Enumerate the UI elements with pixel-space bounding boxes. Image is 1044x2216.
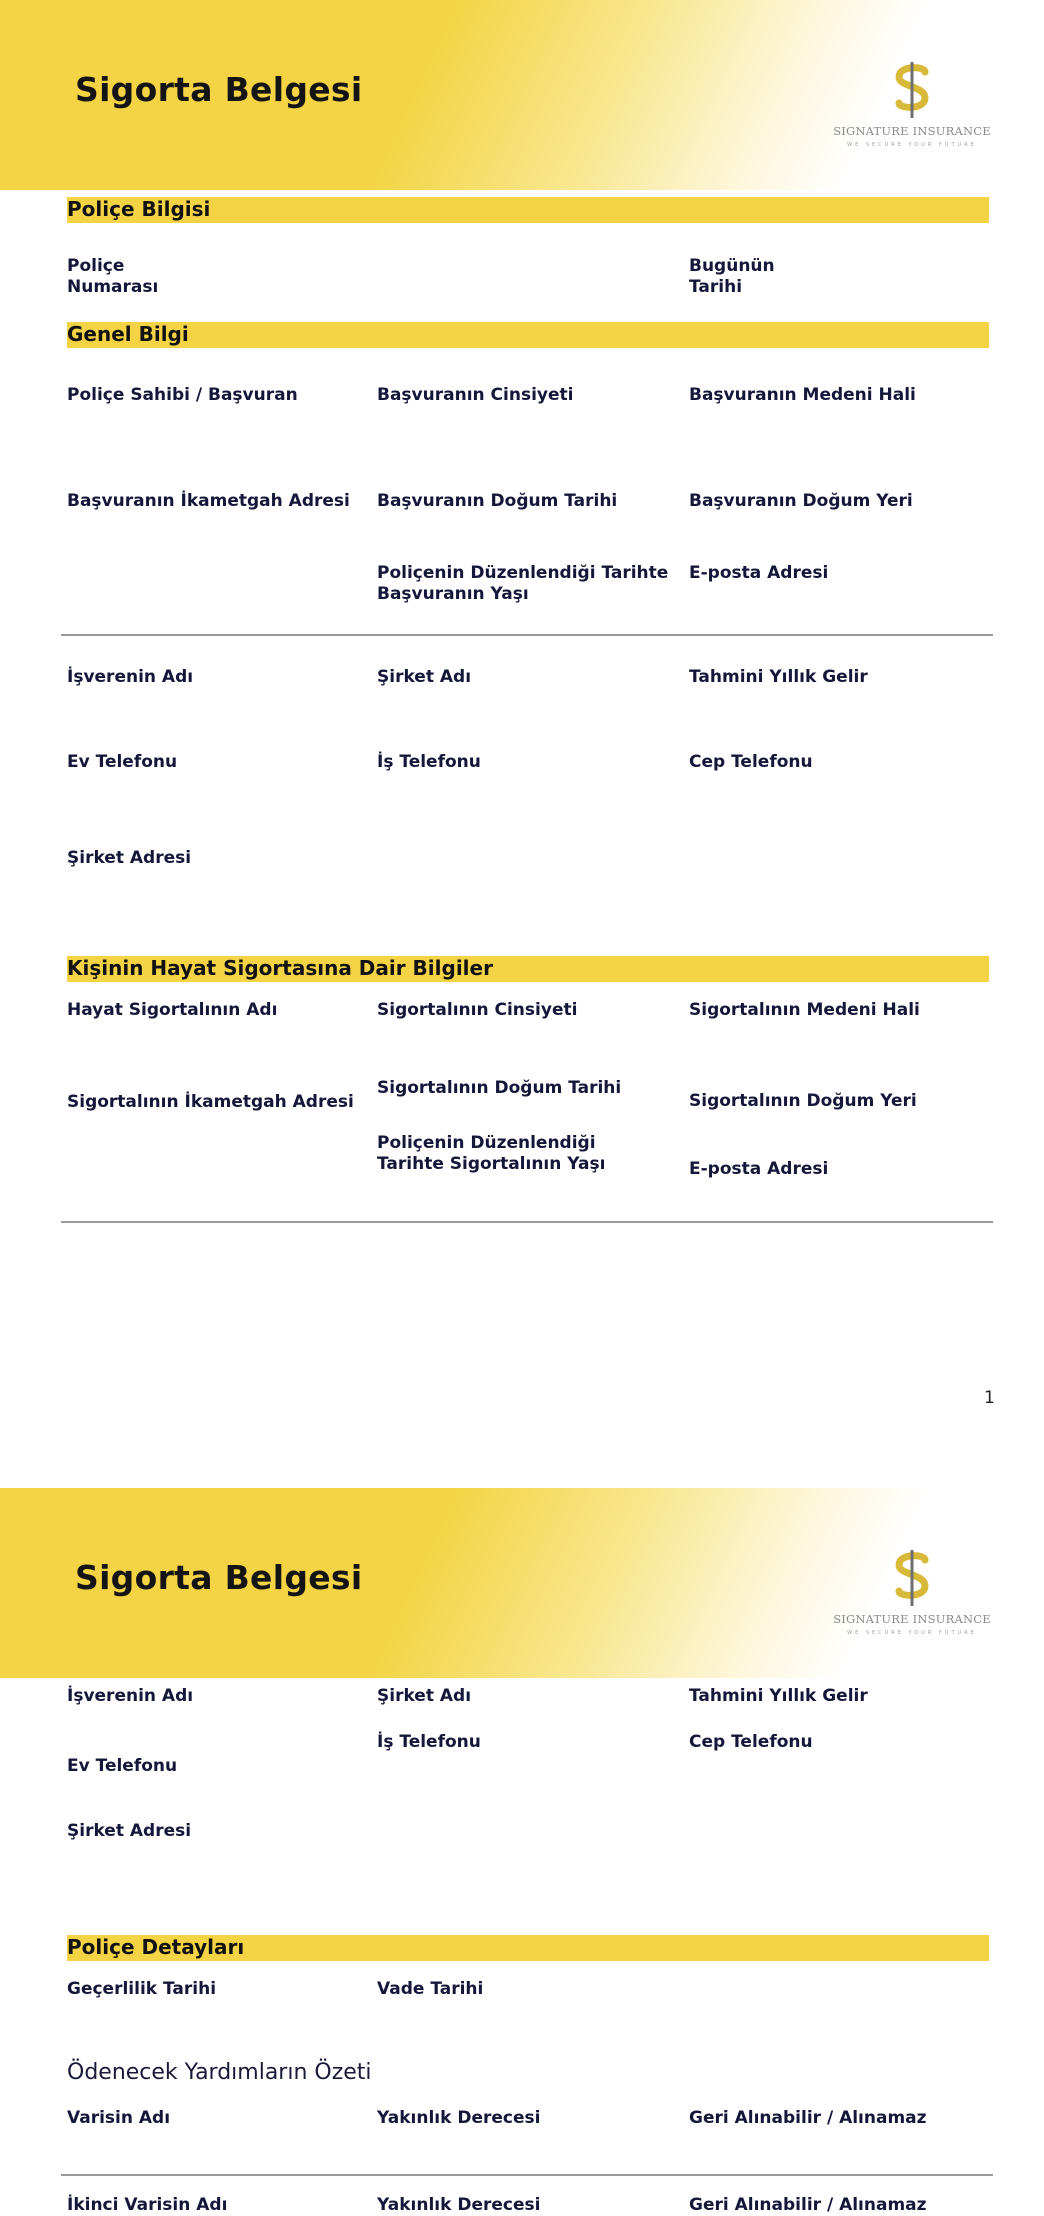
insured-gender-label: Sigortalının Cinsiyeti bbox=[377, 1000, 578, 1020]
effective-date-label: Geçerlilik Tarihi bbox=[67, 1979, 217, 1999]
applicant-birth-place-label: Başvuranın Doğum Yeri bbox=[689, 491, 913, 511]
section-heading: Genel Bilgi bbox=[67, 322, 189, 346]
document-title: Sigorta Belgesi bbox=[75, 1558, 363, 1597]
applicant-age-label: Poliçenin Düzenlendiği Tarihte Başvuranın Yaşı bbox=[377, 563, 669, 604]
insured-email-label: E-posta Adresi bbox=[689, 1159, 829, 1179]
relationship-label: Yakınlık Derecesi bbox=[377, 2108, 541, 2128]
work-phone-label: İş Telefonu bbox=[377, 1732, 481, 1752]
insured-age-label: Poliçenin Düzenlendiği Tarihte Sigortalının Yaşı bbox=[377, 1133, 606, 1174]
dollar-logo-icon bbox=[832, 1548, 992, 1610]
maturity-date-label: Vade Tarihi bbox=[377, 1979, 484, 1999]
relationship-label: Yakınlık Derecesi bbox=[377, 2195, 541, 2215]
insured-birth-place-label: Sigortalının Doğum Yeri bbox=[689, 1091, 917, 1111]
section-policy-info bbox=[67, 197, 989, 223]
insured-marital-label: Sigortalının Medeni Hali bbox=[689, 1000, 920, 1020]
insured-address-label: Sigortalının İkametgah Adresi bbox=[67, 1092, 354, 1112]
section-heading: Poliçe Bilgisi bbox=[67, 197, 211, 221]
applicant-birth-date-label: Başvuranın Doğum Tarihi bbox=[377, 491, 618, 511]
section-insured-info bbox=[67, 956, 989, 982]
company-name-label: Şirket Adı bbox=[377, 667, 472, 687]
revocable-label: Geri Alınabilir / Alınamaz bbox=[689, 2195, 927, 2215]
mobile-phone-label: Cep Telefonu bbox=[689, 1732, 813, 1752]
employer-name-label: İşverenin Adı bbox=[67, 1686, 194, 1706]
page-number: 1 bbox=[984, 1388, 995, 1408]
employer-name-label: İşverenin Adı bbox=[67, 667, 194, 687]
section-divider bbox=[61, 634, 993, 636]
section-heading: Kişinin Hayat Sigortasına Dair Bilgiler bbox=[67, 956, 493, 980]
logo-tagline: WE SECURE YOUR FUTURE bbox=[847, 1630, 977, 1636]
applicant-address-label: Başvuranın İkametgah Adresi bbox=[67, 491, 350, 511]
section-divider bbox=[61, 2174, 993, 2176]
todays-date-label: Bugünün Tarihi bbox=[689, 256, 775, 297]
section-general-info bbox=[67, 322, 989, 348]
applicant-email-label: E-posta Adresi bbox=[689, 563, 829, 583]
company-logo bbox=[832, 60, 992, 170]
applicant-gender-label: Başvuranın Cinsiyeti bbox=[377, 385, 574, 405]
policy-holder-label: Poliçe Sahibi / Başvuran bbox=[67, 385, 298, 405]
logo-tagline: WE SECURE YOUR FUTURE bbox=[847, 142, 977, 148]
section-heading: Poliçe Detayları bbox=[67, 1935, 245, 1959]
benefits-summary-heading: Ödenecek Yardımların Özeti bbox=[67, 2060, 372, 2085]
section-divider bbox=[61, 1221, 993, 1223]
logo-brand-name: SIGNATURE INSURANCE bbox=[833, 124, 991, 138]
logo-brand-name: SIGNATURE INSURANCE bbox=[833, 1612, 991, 1626]
applicant-marital-label: Başvuranın Medeni Hali bbox=[689, 385, 916, 405]
dollar-logo-icon bbox=[832, 60, 992, 122]
beneficiary-name-label: Varisin Adı bbox=[67, 2108, 171, 2128]
insured-name-label: Hayat Sigortalının Adı bbox=[67, 1000, 278, 1020]
section-policy-details bbox=[67, 1935, 989, 1961]
document-title: Sigorta Belgesi bbox=[75, 70, 363, 109]
company-address-label: Şirket Adresi bbox=[67, 848, 192, 868]
revocable-label: Geri Alınabilir / Alınamaz bbox=[689, 2108, 927, 2128]
company-address-label: Şirket Adresi bbox=[67, 1821, 192, 1841]
company-name-label: Şirket Adı bbox=[377, 1686, 472, 1706]
annual-income-label: Tahmini Yıllık Gelir bbox=[689, 1686, 868, 1706]
annual-income-label: Tahmini Yıllık Gelir bbox=[689, 667, 868, 687]
mobile-phone-label: Cep Telefonu bbox=[689, 752, 813, 772]
policy-number-label: Poliçe Numarası bbox=[67, 256, 159, 297]
company-logo bbox=[832, 1548, 992, 1658]
home-phone-label: Ev Telefonu bbox=[67, 752, 178, 772]
work-phone-label: İş Telefonu bbox=[377, 752, 481, 772]
second-beneficiary-label: İkinci Varisin Adı bbox=[67, 2195, 228, 2215]
home-phone-label: Ev Telefonu bbox=[67, 1756, 178, 1776]
insured-birth-date-label: Sigortalının Doğum Tarihi bbox=[377, 1078, 622, 1098]
